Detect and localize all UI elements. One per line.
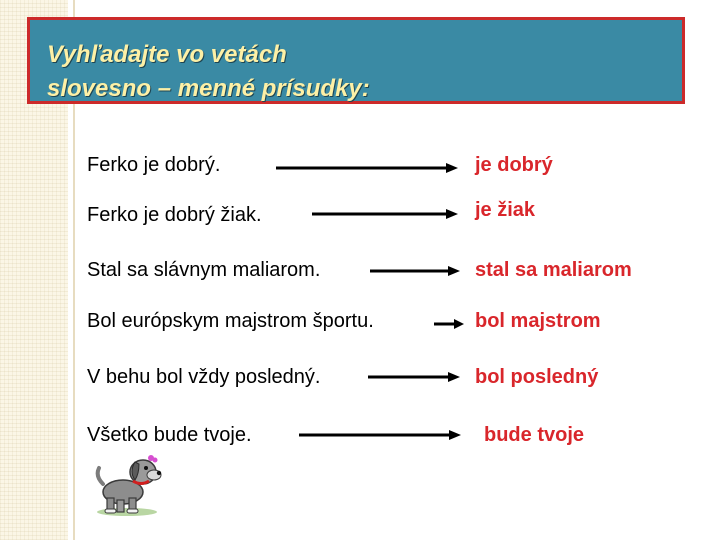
exercise-row [0,305,720,345]
dog-clipart-icon [93,448,165,518]
sentence-text: Všetko bude tvoje. [87,424,252,446]
exercise-row [0,361,720,401]
page-title [47,38,370,106]
predicate-answer: bude tvoje [484,424,585,446]
exercise-row [0,199,720,239]
exercise-row [0,149,720,189]
predicate-answer: je dobrý [475,154,553,176]
predicate-answer: bol majstrom [475,310,601,332]
arrow-right-icon [297,419,463,449]
title-box [27,17,685,104]
sentence-text: Ferko je dobrý žiak. [87,204,262,226]
arrow-right-icon [432,305,466,335]
sentence-text: Stal sa slávnym maliarom. [87,259,321,281]
exercise-row [0,254,720,294]
arrow-right-icon [366,361,462,391]
sentence-text: V behu bol vždy posledný. [87,366,321,388]
arrow-right-icon [274,149,460,179]
arrow-right-icon [310,199,460,229]
sentence-text: Ferko je dobrý. [87,154,221,176]
predicate-answer: je žiak [475,199,536,221]
sentence-text: Bol európskym majstrom športu. [87,310,374,332]
title-line-2: slovesno – menné prísudky: [47,75,370,102]
predicate-answer: bol posledný [475,366,599,388]
predicate-answer: stal sa maliarom [475,259,632,281]
title-line-1: Vyhľadajte vo vetách [47,41,287,68]
arrow-right-icon [368,254,462,284]
